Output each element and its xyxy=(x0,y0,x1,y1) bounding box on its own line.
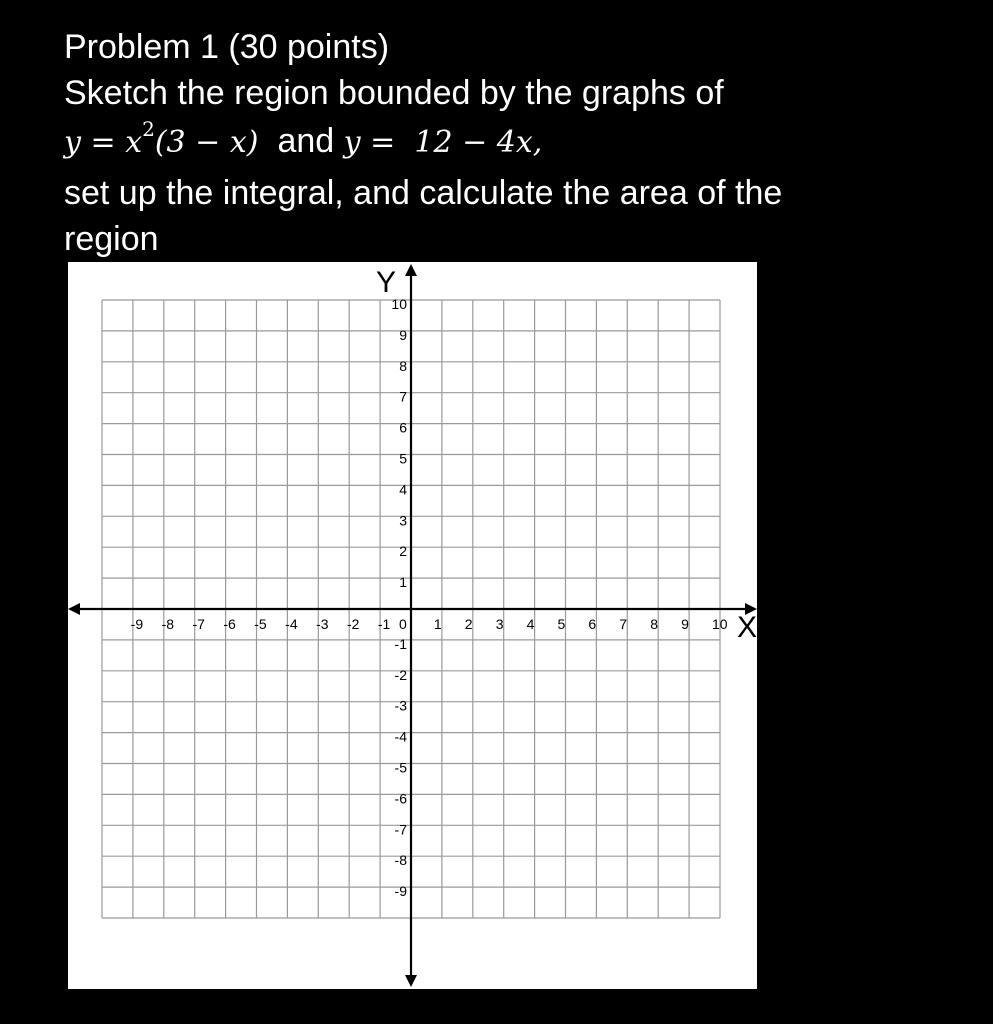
problem-line-1: Sketch the region bounded by the graphs of xyxy=(64,74,724,112)
graph-panel xyxy=(68,262,757,989)
problem-title: Problem 1 (30 points) xyxy=(64,28,390,66)
y-tick-label: -6 xyxy=(394,790,407,807)
x-tick-label: 9 xyxy=(681,616,689,632)
x-tick-label: -3 xyxy=(316,616,329,632)
problem-line-3: set up the integral, and calculate the area of the xyxy=(64,174,783,212)
y-tick-label: 10 xyxy=(391,296,407,312)
eq2-equals: = xyxy=(370,125,396,160)
x-tick-label: 10 xyxy=(712,616,728,632)
y-tick-label: -1 xyxy=(394,635,407,652)
y-tick-label: 8 xyxy=(399,357,407,374)
y-tick-label: 7 xyxy=(399,388,407,405)
y-tick-label: -8 xyxy=(394,852,407,869)
x-axis-label: X xyxy=(737,611,757,644)
eq1-base: x xyxy=(125,125,143,160)
y-axis-arrow-up xyxy=(405,264,417,276)
x-tick-label: 8 xyxy=(650,616,658,632)
y-tick-label: 9 xyxy=(399,326,407,343)
x-tick-label: -7 xyxy=(192,616,205,632)
equation-2 xyxy=(344,125,543,160)
x-tick-label: -6 xyxy=(223,616,236,632)
equations-line xyxy=(64,116,964,170)
x-tick-label: -4 xyxy=(285,616,298,632)
x-tick-label: -8 xyxy=(161,616,175,632)
x-tick-label: 2 xyxy=(464,616,473,632)
coordinate-grid[interactable] xyxy=(68,262,757,989)
y-tick-label: 4 xyxy=(399,481,407,498)
problem-line-4: region xyxy=(64,220,159,258)
problem-text xyxy=(64,24,964,262)
eq1-lhs: y xyxy=(64,125,81,160)
y-tick-label: 6 xyxy=(399,419,407,436)
x-tick-label: 1 xyxy=(433,616,442,632)
y-tick-label: -5 xyxy=(394,759,407,776)
x-tick-label: 0 xyxy=(399,616,407,632)
x-tick-label: 6 xyxy=(588,616,597,632)
y-tick-label: -3 xyxy=(394,697,407,714)
y-tick-label: 5 xyxy=(399,450,407,467)
y-axis-arrow-down xyxy=(405,975,417,987)
x-tick-label: 4 xyxy=(526,616,535,632)
eq2-rhs: 12 − 4x, xyxy=(414,125,543,160)
eq1-equals: = xyxy=(90,125,116,160)
x-axis-arrow-left xyxy=(68,603,80,615)
y-axis-label: Y xyxy=(376,266,397,299)
x-tick-label: 5 xyxy=(557,616,566,632)
equation-1 xyxy=(64,117,268,160)
x-tick-label: 3 xyxy=(495,616,504,632)
y-tick-label: 1 xyxy=(399,574,407,591)
x-tick-label: -2 xyxy=(346,616,360,632)
y-tick-label: 2 xyxy=(399,543,407,560)
y-tick-label: -2 xyxy=(394,666,407,683)
eq1-rest: (3 − x) xyxy=(154,125,259,160)
eq1-exponent: 2 xyxy=(142,117,155,141)
eq2-lhs: y xyxy=(343,125,361,160)
x-tick-label: -1 xyxy=(377,616,391,632)
equation-connector: and xyxy=(277,122,335,160)
y-tick-label: -7 xyxy=(394,821,407,838)
x-tick-label: 7 xyxy=(619,616,628,632)
x-tick-label: -9 xyxy=(130,616,144,632)
y-tick-label: -9 xyxy=(394,883,407,900)
x-tick-label: -5 xyxy=(254,616,267,632)
y-tick-label: 3 xyxy=(399,512,407,529)
y-tick-label: -4 xyxy=(394,728,407,745)
